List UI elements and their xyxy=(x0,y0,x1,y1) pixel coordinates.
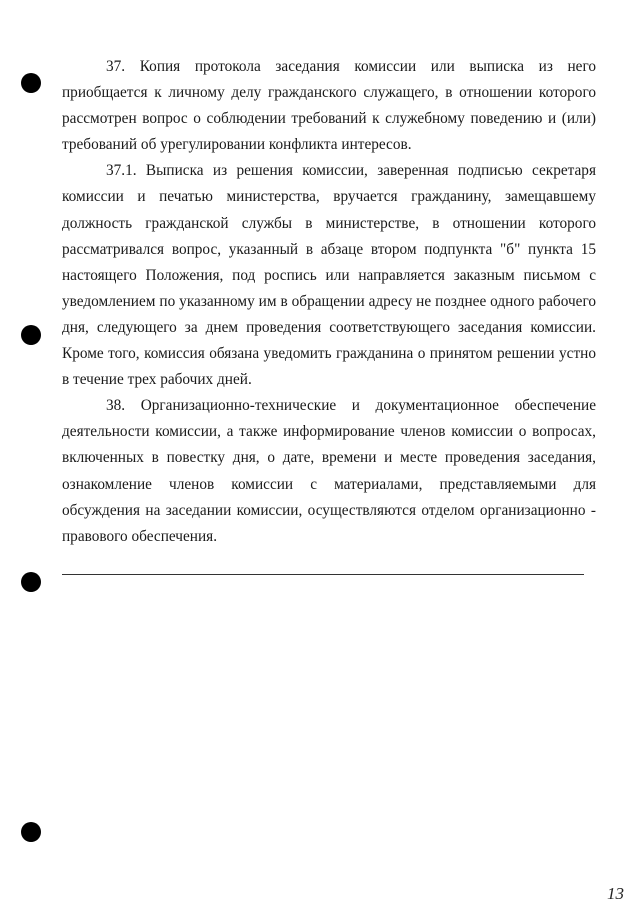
punch-hole xyxy=(21,572,41,592)
page-number: 13 xyxy=(607,884,624,903)
paragraph-37-1: 37.1. Выписка из решения комиссии, заверенная подписью секретаря комиссии и печатью министерства, вручается гражданину, замещавшему должность гражданской службы в министерстве, в отношении которого рассматривался вопрос, указанный в абзаце втором подпункта "б" пункта 15 настоящего Положения, под роспись или направляется заказным письмом с уведомлением по указанному им в обращении адресу не позднее одного рабочего дня, следующего за днем проведения соответствующего заседания комиссии. Кроме того, комиссия обязана уведомить гражданина о принятом решении устно в течение трех рабочих дней. xyxy=(62,162,596,389)
punch-hole xyxy=(21,325,41,345)
punch-hole xyxy=(21,73,41,93)
paragraph-37: 37. Копия протокола заседания комиссии или выписка из него приобщается к личному делу гражданского служащего, в отношении которого рассмотрен вопрос о соблюдении требований к служебному поведению и (или) требований об урегулировании конфликта интересов. xyxy=(62,58,596,154)
paragraph-38: 38. Организационно-технические и документационное обеспечение деятельности комиссии, а также информирование членов комиссии о вопросах, включенных в повестку дня, о дате, времени и месте проведения заседания, ознакомление членов комиссии с материалами, представляемыми для обсуждения на заседании комиссии, осуществляются отделом организационно - правового обеспечения. xyxy=(62,397,596,545)
end-rule xyxy=(62,574,584,575)
document-body xyxy=(62,54,596,550)
punch-hole xyxy=(21,822,41,842)
